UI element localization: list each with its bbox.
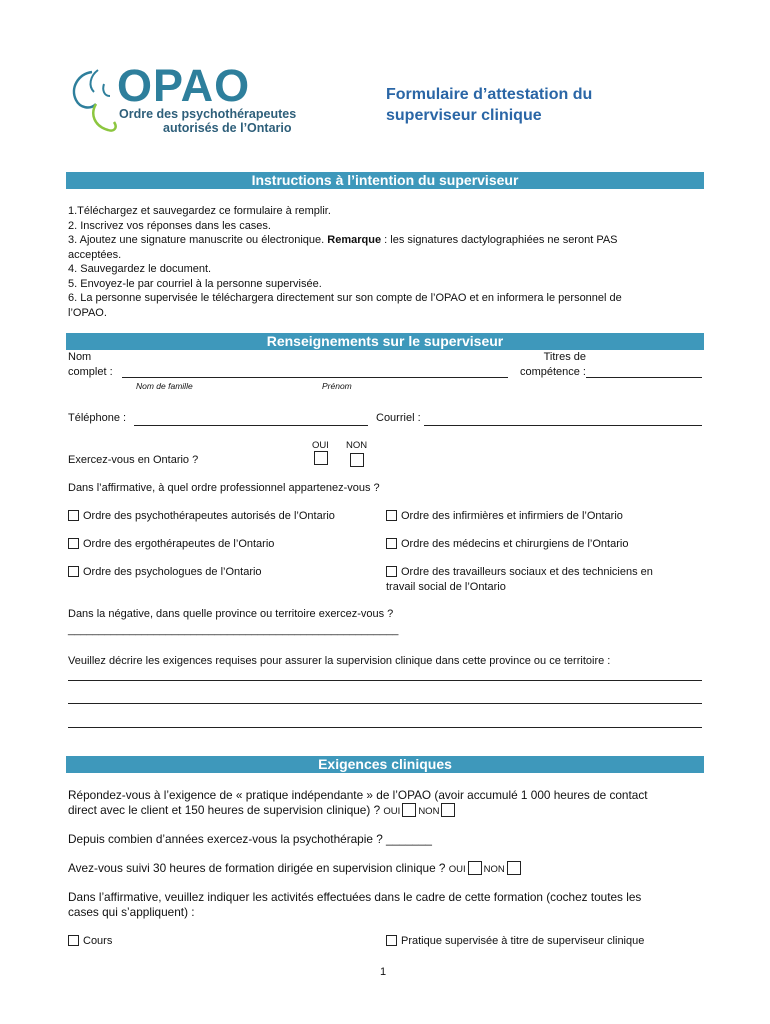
ontario-question: Exercez-vous en Ontario ? — [68, 454, 199, 466]
q1-non-label: NON — [418, 806, 440, 817]
nom-label-line2: complet : — [68, 365, 113, 378]
ontario-oui-checkbox[interactable] — [314, 451, 328, 465]
document-title — [386, 84, 686, 126]
q1-line1: Répondez-vous à l’exigence de « pratique indépendante » de l’OPAO (avoir accumulé 1 000 heures de contact — [68, 788, 648, 802]
exigences-question: Veuillez décrire les exigences requises pour assurer la supervision clinique dans cette province ou ce territoire : — [68, 655, 611, 667]
instruction-step-4: 4. Sauvegardez le document. — [68, 263, 212, 275]
ordre-infirmieres-checkbox[interactable] — [386, 510, 397, 521]
titres-label-line2: compétence : — [519, 365, 586, 378]
ordre-travailleurs-label-cont: travail social de l’Ontario — [386, 580, 506, 593]
ordre-ergotherapeutes-label: Ordre des ergothérapeutes de l’Ontario — [83, 538, 275, 550]
ordre-psychotherapeutes-checkbox[interactable] — [68, 510, 79, 521]
q1-line2 — [68, 803, 708, 819]
step3-text: 3. Ajoutez une signature manuscrite ou électronique. — [68, 234, 325, 246]
title-line1: Formulaire d’attestation du — [386, 86, 593, 103]
step3-remarque: Remarque — [327, 234, 382, 246]
province-question: Dans la négative, dans quelle province ou territoire exercez-vous ? — [68, 608, 394, 620]
ordre-travailleurs-checkbox[interactable] — [386, 566, 397, 577]
instruction-step-3-cont: acceptées. — [68, 248, 122, 261]
ordre-travailleurs-label: Ordre des travailleurs sociaux et des techniciens en — [401, 566, 653, 578]
q3-text: Avez-vous suivi 30 heures de formation dirigée en supervision clinique ? — [68, 861, 446, 875]
instruction-step-6: 6. La personne supervisée le téléchargera directement sur son compte de l’OPAO et en informera le personnel de — [68, 292, 622, 304]
independent-practice-question — [68, 788, 708, 819]
ordre-medecins-label: Ordre des médecins et chirurgiens de l’Ontario — [401, 538, 629, 550]
q3-non-checkbox[interactable] — [507, 861, 521, 875]
ordre-infirmieres-label: Ordre des infirmières et infirmiers de l’Ontario — [401, 510, 623, 522]
q3-oui-label: OUI — [448, 864, 466, 875]
q4-line2: cases qui s’appliquent) : — [68, 905, 195, 919]
ontario-non-checkbox[interactable] — [350, 453, 364, 467]
nom-label — [68, 350, 113, 379]
page-number: 1 — [380, 966, 387, 978]
q1-oui-checkbox[interactable] — [402, 803, 416, 817]
ordre-psychotherapeutes-label: Ordre des psychothérapeutes autorisés de l’Ontario — [83, 510, 335, 522]
pratique-option[interactable] — [386, 934, 644, 949]
activities-question — [68, 890, 708, 920]
ontario-non-label: NON — [346, 440, 368, 451]
ordre-medecins-checkbox[interactable] — [386, 538, 397, 549]
instruction-step-3 — [68, 233, 708, 248]
section-bar-clinical: Exigences cliniques — [66, 756, 704, 773]
nom-label-line1: Nom — [68, 351, 92, 363]
courriel-field[interactable] — [424, 425, 702, 426]
ordre-medecins-option[interactable] — [386, 537, 628, 552]
telephone-field[interactable] — [134, 425, 368, 426]
courriel-label: Courriel : — [376, 412, 421, 424]
cours-option[interactable] — [68, 934, 112, 949]
exigences-line-2[interactable] — [68, 703, 702, 704]
section-bar-supervisor: Renseignements sur le superviseur — [66, 333, 704, 350]
q1-non-checkbox[interactable] — [441, 803, 455, 817]
ordre-psychotherapeutes-option[interactable] — [68, 509, 335, 524]
training-question — [68, 861, 523, 877]
exigences-line-3[interactable] — [68, 727, 702, 728]
logo-subtitle-line2: autorisés de l’Ontario — [163, 121, 292, 135]
ordre-question: Dans l’affirmative, à quel ordre professionnel appartenez-vous ? — [68, 482, 380, 494]
q1-oui-label: OUI — [383, 806, 401, 817]
logo-subtitle-line1: Ordre des psychothérapeutes — [119, 107, 297, 121]
cours-checkbox[interactable] — [68, 935, 79, 946]
instruction-step-1: 1.Téléchargez et sauvegardez ce formulaire à remplir. — [68, 205, 331, 217]
q3-oui-checkbox[interactable] — [468, 861, 482, 875]
q1-line2-text: direct avec le client et 150 heures de supervision clinique) ? — [68, 803, 381, 817]
telephone-label: Téléphone : — [68, 412, 127, 424]
titres-field[interactable] — [586, 377, 702, 378]
ordre-travailleurs-option[interactable] — [386, 565, 653, 594]
province-field[interactable]: ______________________________________________________ — [68, 624, 399, 636]
ontario-oui-label: OUI — [312, 440, 329, 451]
instructions-list — [68, 204, 708, 320]
instruction-step-6-cont: l’OPAO. — [68, 306, 107, 319]
title-line2: superviseur clinique — [386, 107, 542, 124]
q3-non-label: NON — [483, 864, 505, 875]
ordre-psychologues-label: Ordre des psychologues de l’Ontario — [83, 566, 262, 578]
section-bar-instructions: Instructions à l’intention du superviseur — [66, 172, 704, 189]
titres-label-line1: Titres de — [543, 351, 586, 363]
years-practice-question: Depuis combien d’années exercez-vous la psychothérapie ? _______ — [68, 832, 432, 846]
prenom-hint: Prénom — [322, 381, 352, 391]
pratique-checkbox[interactable] — [386, 935, 397, 946]
ordre-psychologues-option[interactable] — [68, 565, 262, 580]
ordre-psychologues-checkbox[interactable] — [68, 566, 79, 577]
ordre-ergotherapeutes-option[interactable] — [68, 537, 274, 552]
instruction-step-2: 2. Inscrivez vos réponses dans les cases. — [68, 219, 271, 232]
nom-complet-field[interactable] — [122, 377, 508, 378]
pratique-label: Pratique supervisée à titre de superviseur clinique — [401, 935, 645, 947]
ordre-ergotherapeutes-checkbox[interactable] — [68, 538, 79, 549]
exigences-line-1[interactable] — [68, 680, 702, 681]
q4-line1: Dans l’affirmative, veuillez indiquer les activités effectuées dans le cadre de cette formation (cochez toutes les — [68, 890, 642, 904]
step3-note: : les signatures dactylographiées ne seront PAS — [384, 234, 618, 246]
nom-famille-hint: Nom de famille — [136, 381, 193, 391]
logo-wordmark: OPAO — [117, 60, 251, 111]
ordre-infirmieres-option[interactable] — [386, 509, 623, 524]
titres-label — [514, 350, 586, 379]
cours-label: Cours — [83, 935, 113, 947]
instruction-step-5: 5. Envoyez-le par courriel à la personne supervisée. — [68, 277, 322, 290]
